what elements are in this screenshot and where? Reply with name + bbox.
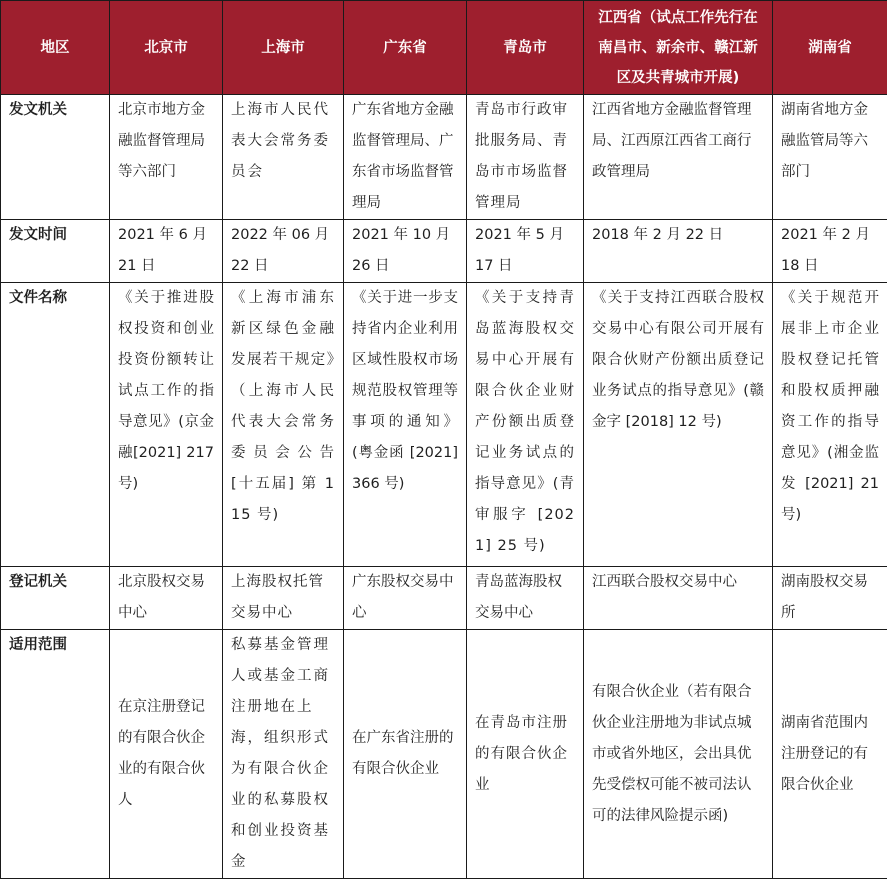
header-jiangxi: 江西省（试点工作先行在南昌市、新余市、赣江新区及共青城市开展) <box>584 1 773 95</box>
cell-registration-authority-shanghai: 上海股权托管交易中心 <box>223 567 344 630</box>
header-shanghai: 上海市 <box>223 1 344 95</box>
cell-issue-date-qingdao: 2021 年 5 月 17 日 <box>467 220 584 283</box>
cell-issue-date-beijing: 2021 年 6 月 21 日 <box>110 220 223 283</box>
cell-issuing-authority-shanghai: 上海市人民代表大会常务委员会 <box>223 95 344 220</box>
cell-issue-date-shanghai: 2022 年 06 月 22 日 <box>223 220 344 283</box>
cell-registration-authority-hunan: 湖南股权交易所 <box>773 567 887 630</box>
row-label-document-name: 文件名称 <box>1 283 110 567</box>
cell-document-name-guangdong: 《关于进一步支持省内企业利用区域性股权市场规范股权管理等事项的通知》(粤金函 [2021] 366 号) <box>344 283 467 567</box>
cell-issuing-authority-qingdao: 青岛市行政审批服务局、青岛市市场监督管理局 <box>467 95 584 220</box>
header-region-label: 地区 <box>1 1 110 95</box>
cell-issuing-authority-jiangxi: 江西省地方金融监督管理局、江西原江西省工商行政管理局 <box>584 95 773 220</box>
row-label-issue-date: 发文时间 <box>1 220 110 283</box>
cell-applicable-scope-shanghai: 私募基金管理人或基金工商注册地在上海，组织形式为有限合伙企业的私募股权和创业投资基金 <box>223 630 344 879</box>
header-qingdao: 青岛市 <box>467 1 584 95</box>
cell-applicable-scope-guangdong: 在广东省注册的有限合伙企业 <box>344 630 467 879</box>
cell-issue-date-hunan: 2021 年 2 月 18 日 <box>773 220 887 283</box>
cell-issue-date-jiangxi: 2018 年 2 月 22 日 <box>584 220 773 283</box>
cell-issue-date-guangdong: 2021 年 10 月 26 日 <box>344 220 467 283</box>
cell-registration-authority-guangdong: 广东股权交易中心 <box>344 567 467 630</box>
cell-document-name-shanghai: 《上海市浦东新区绿色金融发展若干规定》（上海市人民代表大会常务委员会公告 [十五届] 第 115 号) <box>223 283 344 567</box>
cell-registration-authority-beijing: 北京股权交易中心 <box>110 567 223 630</box>
cell-issuing-authority-guangdong: 广东省地方金融监督管理局、广东省市场监督管理局 <box>344 95 467 220</box>
header-hunan: 湖南省 <box>773 1 887 95</box>
cell-document-name-qingdao: 《关于支持青岛蓝海股权交易中心开展有限合伙企业财产份额出质登记业务试点的指导意见》(青审服字 [2021] 25 号) <box>467 283 584 567</box>
cell-issuing-authority-beijing: 北京市地方金融监督管理局等六部门 <box>110 95 223 220</box>
header-beijing: 北京市 <box>110 1 223 95</box>
table-row-issuing-authority <box>1 95 887 220</box>
header-row <box>1 1 887 95</box>
header-guangdong: 广东省 <box>344 1 467 95</box>
row-label-applicable-scope: 适用范围 <box>1 630 110 879</box>
cell-applicable-scope-beijing: 在京注册登记的有限合伙企业的有限合伙人 <box>110 630 223 879</box>
cell-document-name-jiangxi: 《关于支持江西联合股权交易中心有限公司开展有限合伙财产份额出质登记业务试点的指导意见》(赣金字 [2018] 12 号) <box>584 283 773 567</box>
cell-registration-authority-jiangxi: 江西联合股权交易中心 <box>584 567 773 630</box>
cell-document-name-beijing: 《关于推进股权投资和创业投资份额转让试点工作的指导意见》(京金融[2021] 217 号) <box>110 283 223 567</box>
row-label-registration-authority: 登记机关 <box>1 567 110 630</box>
cell-applicable-scope-hunan: 湖南省范围内注册登记的有限合伙企业 <box>773 630 887 879</box>
cell-registration-authority-qingdao: 青岛蓝海股权交易中心 <box>467 567 584 630</box>
cell-applicable-scope-jiangxi: 有限合伙企业（若有限合伙企业注册地为非试点城市或省外地区，会出具优先受偿权可能不被司法认可的法律风险提示函) <box>584 630 773 879</box>
table-row-applicable-scope <box>1 630 887 879</box>
table-row-registration-authority <box>1 567 887 630</box>
cell-issuing-authority-hunan: 湖南省地方金融监管局等六部门 <box>773 95 887 220</box>
table-row-document-name <box>1 283 887 567</box>
cell-document-name-hunan: 《关于规范开展非上市企业股权登记托管和股权质押融资工作的指导意见》(湘金监发 [2021] 21 号) <box>773 283 887 567</box>
row-label-issuing-authority: 发文机关 <box>1 95 110 220</box>
table-row-issue-date <box>1 220 887 283</box>
cell-applicable-scope-qingdao: 在青岛市注册的有限合伙企业 <box>467 630 584 879</box>
